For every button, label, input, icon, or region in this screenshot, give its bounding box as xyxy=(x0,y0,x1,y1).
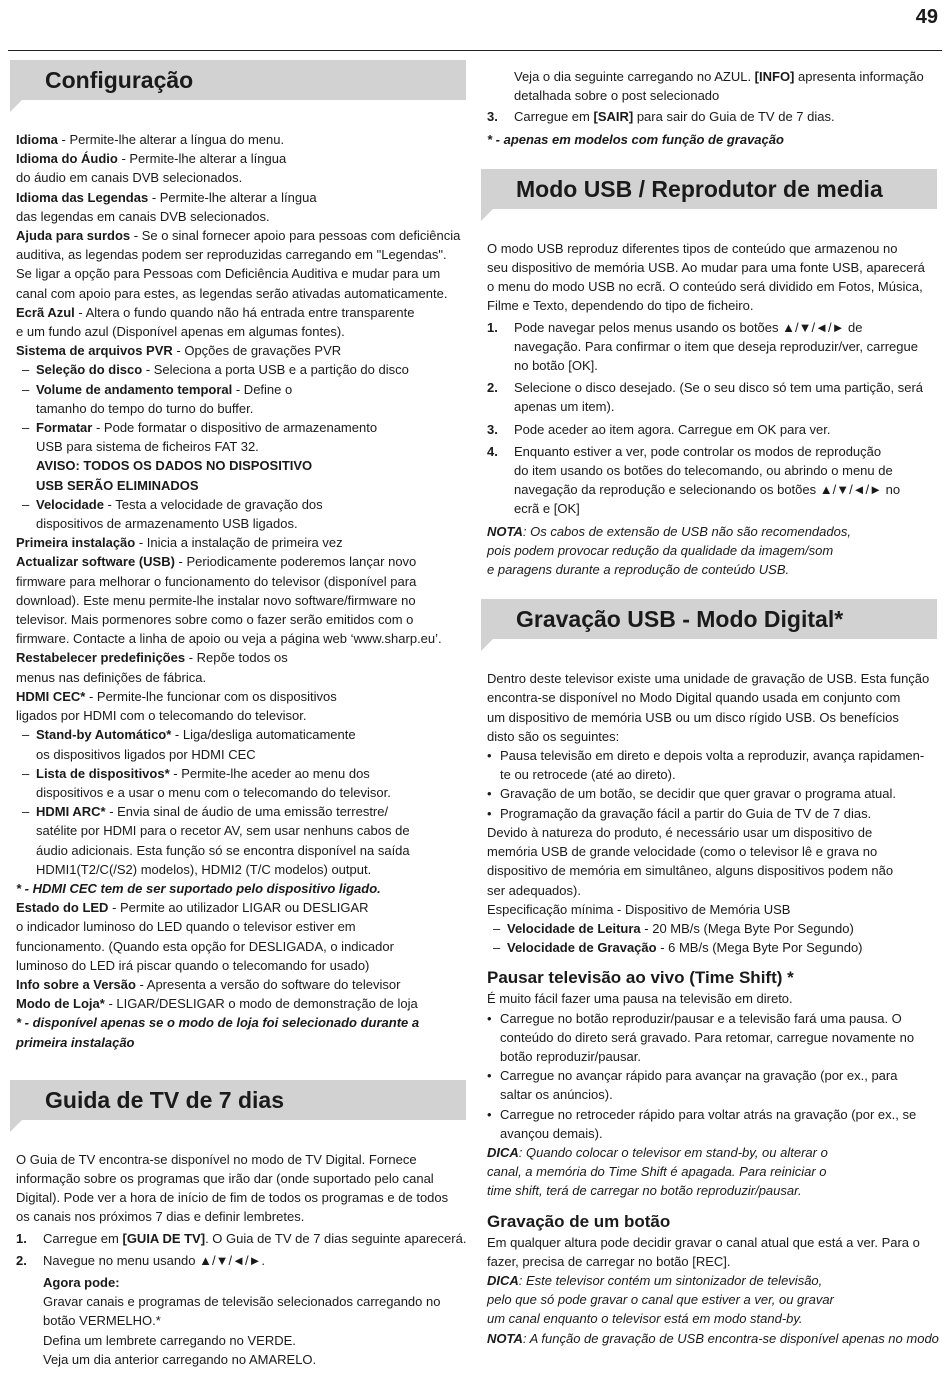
cec-arc-cont: HDMI1(T2/C(/S2) modelos), HDMI2 (T/C modelos) output. xyxy=(36,861,372,877)
cec-standby: – Stand-by Automático* - Liga/desliga automaticamente xyxy=(22,727,356,743)
setting-ecra-azul: Ecrã Azul - Altera o fundo quando não há entrada entre transparente e um fundo azul (Disponível apenas em algumas fontes). xyxy=(16,304,415,340)
pvr-velocidade: – Velocidade - Testa a velocidade de gravação dos xyxy=(22,496,323,512)
rec-benefit: • Gravação de um botão, se decidir que quer gravar o programa atual. xyxy=(487,786,897,802)
timeshift-dica: DICA: Quando colocar o televisor em stand-by, ou alterar o canal, a memória do Time Shift é apagada. Para reiniciar o time shift, terá de carregar no botão reproduzir/pausar. xyxy=(487,1144,828,1199)
rec-benefit: • Programação da gravação fácil a partir do Guia de TV de 7 dias. xyxy=(487,805,872,821)
cec-arc-cont: satélite por HDMI para o recetor AV, sem usar nenhuns cabos de xyxy=(36,823,410,839)
guia-step-2: 2. Navegue no menu usando ▲/▼/◄/►. xyxy=(16,1252,266,1268)
guia-step-1: 1. Carregue em [GUIA DE TV]. O Guia de TV de 7 dias seguinte aparecerá. xyxy=(16,1230,467,1246)
pvr-volume-temporal: – Volume de andamento temporal - Define o xyxy=(22,381,293,397)
pvr-aviso-2: USB SERÃO ELIMINADOS xyxy=(36,477,199,493)
guia-step-3: 3. Carregue em [SAIR] para sair do Guia de TV de 7 dias. xyxy=(487,109,835,125)
rec-especificacao: Especificação mínima - Dispositivo de Memória USB xyxy=(487,901,791,917)
section-title: Guida de TV de 7 dias xyxy=(45,1086,285,1113)
pvr-formatar: – Formatar - Pode formatar o dispositivo de armazenamento xyxy=(22,420,378,436)
timeshift-heading: Pausar televisão ao vivo (Time Shift) * xyxy=(487,968,794,988)
setting-actualizar-software: Actualizar software (USB) - Periodicamente poderemos lançar novo firmware para melhorar o funcionamento do televisor (disponível para download). Este menu permite-lhe instalar novo software/firmware no televisor. Mais pormenores sobre como o fazer serão emitidos com o firmware. Contacte a linha de apoio ou veja a página web ‘www.sharp.eu’. xyxy=(16,554,442,647)
timeshift-item: • Carregue no botão reproduzir/pausar e a televisão fará uma pausa. O conteúdo do direto será gravado. Para retomar, carregue novamente no botão reproduzir/pausar. xyxy=(487,1010,915,1064)
guia-agora: Agora pode: xyxy=(43,1274,120,1290)
timeshift-intro: É muito fácil fazer uma pausa na televisão em direto. xyxy=(487,991,793,1007)
cec-note: * - HDMI CEC tem de ser suportado pelo dispositivo ligado. xyxy=(16,880,381,896)
section-header-gravacao xyxy=(481,599,937,639)
section-title: Modo USB / Reprodutor de media xyxy=(516,175,883,202)
section-header-guia xyxy=(10,1080,466,1120)
setting-info-versao: Info sobre a Versão - Apresenta a versão do software do televisor xyxy=(16,976,401,992)
pvr-aviso-1: AVISO: TODOS OS DADOS NO DISPOSITIVO xyxy=(36,458,313,474)
usb-step-4: 4. Enquanto estiver a ver, pode controlar os modos de reprodução do item usando os botões do telecomando, ou abrindo o menu de navegação da reprodução e selecionando os botões ▲/▼/◄/► no ecrã e [OK] xyxy=(487,443,901,517)
pvr-formatar-cont: USB para sistema de ficheiros FAT 32. xyxy=(36,439,259,455)
cec-arc-cont: áudio adicionais. Esta função só se encontra disponível na saída xyxy=(36,842,410,858)
usb-intro: O modo USB reproduz diferentes tipos de conteúdo que armazenou no seu dispositivo de memória USB. Ao mudar para uma fonte USB, aparecerá o menu do modo USB no ecrã. O conteúdo será dividido em Fotos, Música, Filme e Texto, dependendo do tipo de ficheiro. xyxy=(487,240,925,314)
cec-hdmi-arc: – HDMI ARC* - Envia sinal de áudio de uma emissão terrestre/ xyxy=(22,804,389,820)
cec-standby-cont: os dispositivos ligados por HDMI CEC xyxy=(36,746,256,762)
setting-idioma-audio: Idioma do Áudio - Permite-lhe alterar a língua do áudio em canais DVB selecionados. xyxy=(16,151,287,186)
page-number: 49 xyxy=(915,6,938,28)
one-button-dica: DICA: Este televisor contém um sintonizador de televisão, pelo que só pode gravar o canal que estiver a ver, ou gravar um canal enquanto o televisor está em modo stand-by. xyxy=(487,1272,834,1327)
section-title: Gravação USB - Modo Digital* xyxy=(516,606,844,633)
guia-step-2-detail-cont: Veja o dia seguinte carregando no AZUL. [INFO] apresenta informação detalhada sobre o post selecionado xyxy=(514,69,924,104)
right-column xyxy=(481,67,939,1348)
setting-ajuda-surdos: Ajuda para surdos - Se o sinal fornecer apoio para pessoas com deficiência auditiva, as legendas podem ser reproduzidas carregando em "Legendas". Se ligar a opção para Pessoas com Deficiência Auditiva e mudar para um canal com apoio para estes, as legendas serão ativadas automaticamente. xyxy=(16,228,461,301)
setting-estado-led: Estado do LED - Permite ao utilizador LIGAR ou DESLIGAR o indicador luminoso do LED quando o televisor estiver em funcionamento. (Quando esta opção for DESLIGADA, o indicador luminoso do LED irá piscar quando o telecomando for usado) xyxy=(16,900,394,973)
rec-benefit: • Pausa televisão em direto e depois volta a reproduzir, avança rapidamen- te ou retrocede (até ao direto). xyxy=(487,748,925,783)
one-button-text: Em qualquer altura pode decidir gravar o canal atual que está a ver. Para o fazer, precisa de carregar no botão [REC]. xyxy=(487,1234,920,1269)
setting-idioma-legendas: Idioma das Legendas - Permite-lhe alterar a língua das legendas em canais DVB selecionados. xyxy=(16,189,317,224)
usb-step-3: 3. Pode aceder ao item agora. Carregue em OK para ver. xyxy=(487,421,831,437)
rec-vel-gravacao: – Velocidade de Gravação - 6 MB/s (Mega Byte Por Segundo) xyxy=(493,940,863,956)
section-header-configuracao xyxy=(10,60,466,100)
setting-modo-loja: Modo de Loja* - LIGAR/DESLIGAR o modo de demonstração de loja xyxy=(16,996,418,1012)
cec-lista-cont: dispositivos e a usar o menu com o telecomando do televisor. xyxy=(36,784,391,800)
usb-step-1: 1. Pode navegar pelos menus usando os botões ▲/▼/◄/► de navegação. Para confirmar o item que deseja reproduzir/ver, carregue no botão [OK]. xyxy=(487,319,918,374)
cec-lista-dispositivos: – Lista de dispositivos* - Permite-lhe aceder ao menu dos xyxy=(22,765,370,781)
setting-hdmi-cec: HDMI CEC* - Permite-lhe funcionar com os dispositivos ligados por HDMI com o telecomando do televisor. xyxy=(16,688,337,724)
setting-primeira-instalacao: Primeira instalação - Inicia a instalação de primeira vez xyxy=(16,535,343,551)
usb-step-2: 2. Selecione o disco desejado. (Se o seu disco só tem uma partição, será apenas um item). xyxy=(487,380,924,415)
section-header-usb xyxy=(481,169,937,209)
usb-nota: NOTA: Os cabos de extensão de USB não são recomendados, pois podem provocar redução da qualidade da imagem/som e paragens durante a reprodução de conteúdo USB. xyxy=(487,523,851,578)
one-button-heading: Gravação de um botão xyxy=(487,1211,671,1231)
setting-restabelecer: Restabelecer predefinições - Repõe todos os menus nas definições de fábrica. xyxy=(16,650,288,685)
section-title: Configuração xyxy=(45,67,194,93)
rec-intro: Dentro deste televisor existe uma unidade de gravação de USB. Esta função encontra-se disponível no Modo Digital quando usada em conjunto com um dispositivo de memória USB ou um disco rígido USB. Os benefícios disto são os seguintes: xyxy=(487,671,930,744)
guia-note: * - apenas em modelos com função de gravação xyxy=(487,131,784,147)
left-column xyxy=(10,60,468,1369)
timeshift-item: • Carregue no retroceder rápido para voltar atrás na gravação (por ex., se avançou demais). xyxy=(487,1106,917,1141)
setting-pvr: Sistema de arquivos PVR - Opções de gravações PVR xyxy=(16,343,342,359)
rec-natureza: Devido à natureza do produto, é necessário usar um dispositivo de memória USB de grande velocidade (como o televisor lê e grava no dispositivo de memória em simultâneo, alguns dispositivos podem não ser adequados). xyxy=(487,824,894,898)
pvr-volume-temporal-cont: tamanho do tempo do turno do buffer. xyxy=(36,400,254,416)
setting-idioma: Idioma - Permite-lhe alterar a língua do menu. xyxy=(16,132,285,147)
timeshift-item: • Carregue no avançar rápido para avançar na gravação (por ex., para saltar os anúncios). xyxy=(487,1068,898,1103)
rec-vel-leitura: – Velocidade de Leitura - 20 MB/s (Mega Byte Por Segundo) xyxy=(493,920,854,936)
guia-step-2-detail: Gravar canais e programas de televisão selecionados carregando no botão VERMELHO.* Defina um lembrete carregando no VERDE. Veja um dia anterior carregando no AMARELO. xyxy=(43,1294,441,1367)
header-rule xyxy=(8,50,942,51)
pvr-selecao-disco: – Seleção do disco - Seleciona a porta USB e a partição do disco xyxy=(22,362,409,378)
pvr-velocidade-cont: dispositivos de armazenamento USB ligados. xyxy=(36,516,298,532)
one-button-nota: NOTA: A função de gravação de USB encontra-se disponível apenas no modo xyxy=(487,1330,939,1346)
guia-intro: O Guia de TV encontra-se disponível no modo de TV Digital. Fornece informação sobre os programas que irão dar (onde suportado pelo canal Digital). Pode ver a hora de início de fim de todos os programas e de todos os canais nos próximos 7 dias e definir lembretes. xyxy=(16,1151,449,1225)
loja-note: * - disponível apenas se o modo de loja foi selecionado durante a primeira instalação xyxy=(16,1015,420,1050)
